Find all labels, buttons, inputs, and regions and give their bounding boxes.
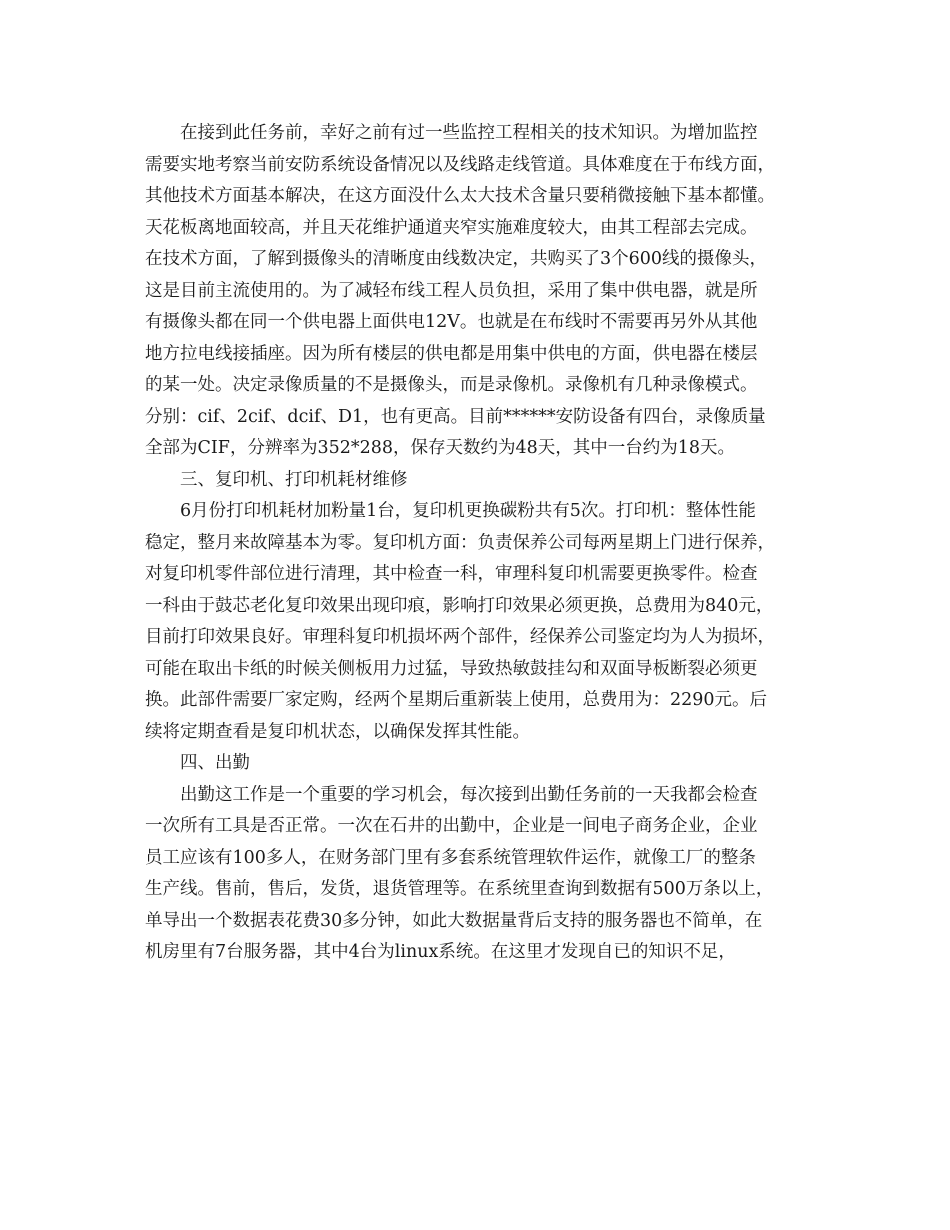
text-line: 可能在取出卡纸的时候关侧板用力过猛，导致热敏鼓挂勾和双面导板断裂必须更 bbox=[145, 658, 758, 679]
text-line: 这是目前主流使用的。为了减轻布线工程人员负担，采用了集中供电器，就是所 bbox=[145, 280, 758, 301]
text-line: 在技术方面，了解到摄像头的清晰度由线数决定，共购买了3个600线的摄像头， bbox=[145, 249, 768, 269]
text-line: 员工应该有100多人，在财务部门里有多套系统管理软件运作，就像工厂的整条 bbox=[145, 847, 756, 868]
text-line: 天花板离地面较高，并且天花维护通道夹窄实施难度较大，由其工程部去完成。 bbox=[145, 217, 758, 238]
text-line: 一科由于鼓芯老化复印效果出现印痕，影响打印效果必须更换，总费用为840元， bbox=[145, 595, 774, 616]
text-line: 需要实地考察当前安防系统设备情况以及线路走线管道。具体难度在于布线方面， bbox=[145, 154, 775, 175]
text-line: 的某一处。决定录像质量的不是摄像头，而是录像机。录像机有几种录像模式。 bbox=[145, 375, 758, 395]
text-line: 续将定期查看是复印机状态，以确保发挥其性能。 bbox=[145, 721, 530, 742]
text-line: 出勤这工作是一个重要的学习机会，每次接到出勤任务前的一天我都会检查 bbox=[145, 784, 758, 805]
text-line: 分别：cif、2cif、dcif、D1，也有更高。目前******安防设备有四台，录像质量 bbox=[145, 406, 766, 427]
document-body bbox=[145, 118, 815, 969]
text-line: 全部为CIF，分辨率为352*288，保存天数约为48天，其中一台约为18天。 bbox=[145, 438, 736, 458]
text-line: 换。此部件需要厂家定购，经两个星期后重新装上使用，总费用为：2290元。后 bbox=[145, 690, 768, 710]
text-line: 一次所有工具是否正常。一次在石井的出勤中，企业是一间电子商务企业，企业 bbox=[145, 816, 758, 836]
text-line: 在接到此任务前，幸好之前有过一些监控工程相关的技术知识。为增加监控 bbox=[145, 123, 758, 143]
text-line: 单导出一个数据表花费30多分钟，如此大数据量背后支持的服务器也不简单，在 bbox=[145, 910, 763, 931]
text-line: 6月份打印机耗材加粉量1台，复印机更换碳粉共有5次。打印机：整体性能 bbox=[145, 501, 756, 521]
text-line: 目前打印效果良好。审理科复印机损坏两个部件，经保养公司鉴定均为人为损坏， bbox=[145, 627, 775, 647]
text-line: 稳定，整月来故障基本为零。复印机方面：负责保养公司每两星期上门进行保养， bbox=[145, 532, 775, 553]
text-line: 生产线。售前，售后，发货，退货管理等。在系统里查询到数据有500万条以上， bbox=[145, 879, 774, 899]
text-line: 地方拉电线接插座。因为所有楼层的供电都是用集中供电的方面，供电器在楼层 bbox=[145, 343, 758, 364]
section-heading: 四、出勤 bbox=[145, 753, 250, 773]
text-line: 其他技术方面基本解决，在这方面没什么太大技术含量只要稍微接触下基本都懂。 bbox=[145, 186, 775, 206]
section-heading: 三、复印机、打印机耗材维修 bbox=[145, 469, 408, 490]
text-line: 对复印机零件部位进行清理，其中检查一科，审理科复印机需要更换零件。检查 bbox=[145, 564, 758, 584]
text-line: 有摄像头都在同一个供电器上面供电12V。也就是在布线时不需要再另外从其他 bbox=[145, 312, 758, 332]
text-line: 机房里有7台服务器，其中4台为linux系统。在这里才发现自已的知识不足， bbox=[145, 942, 736, 962]
